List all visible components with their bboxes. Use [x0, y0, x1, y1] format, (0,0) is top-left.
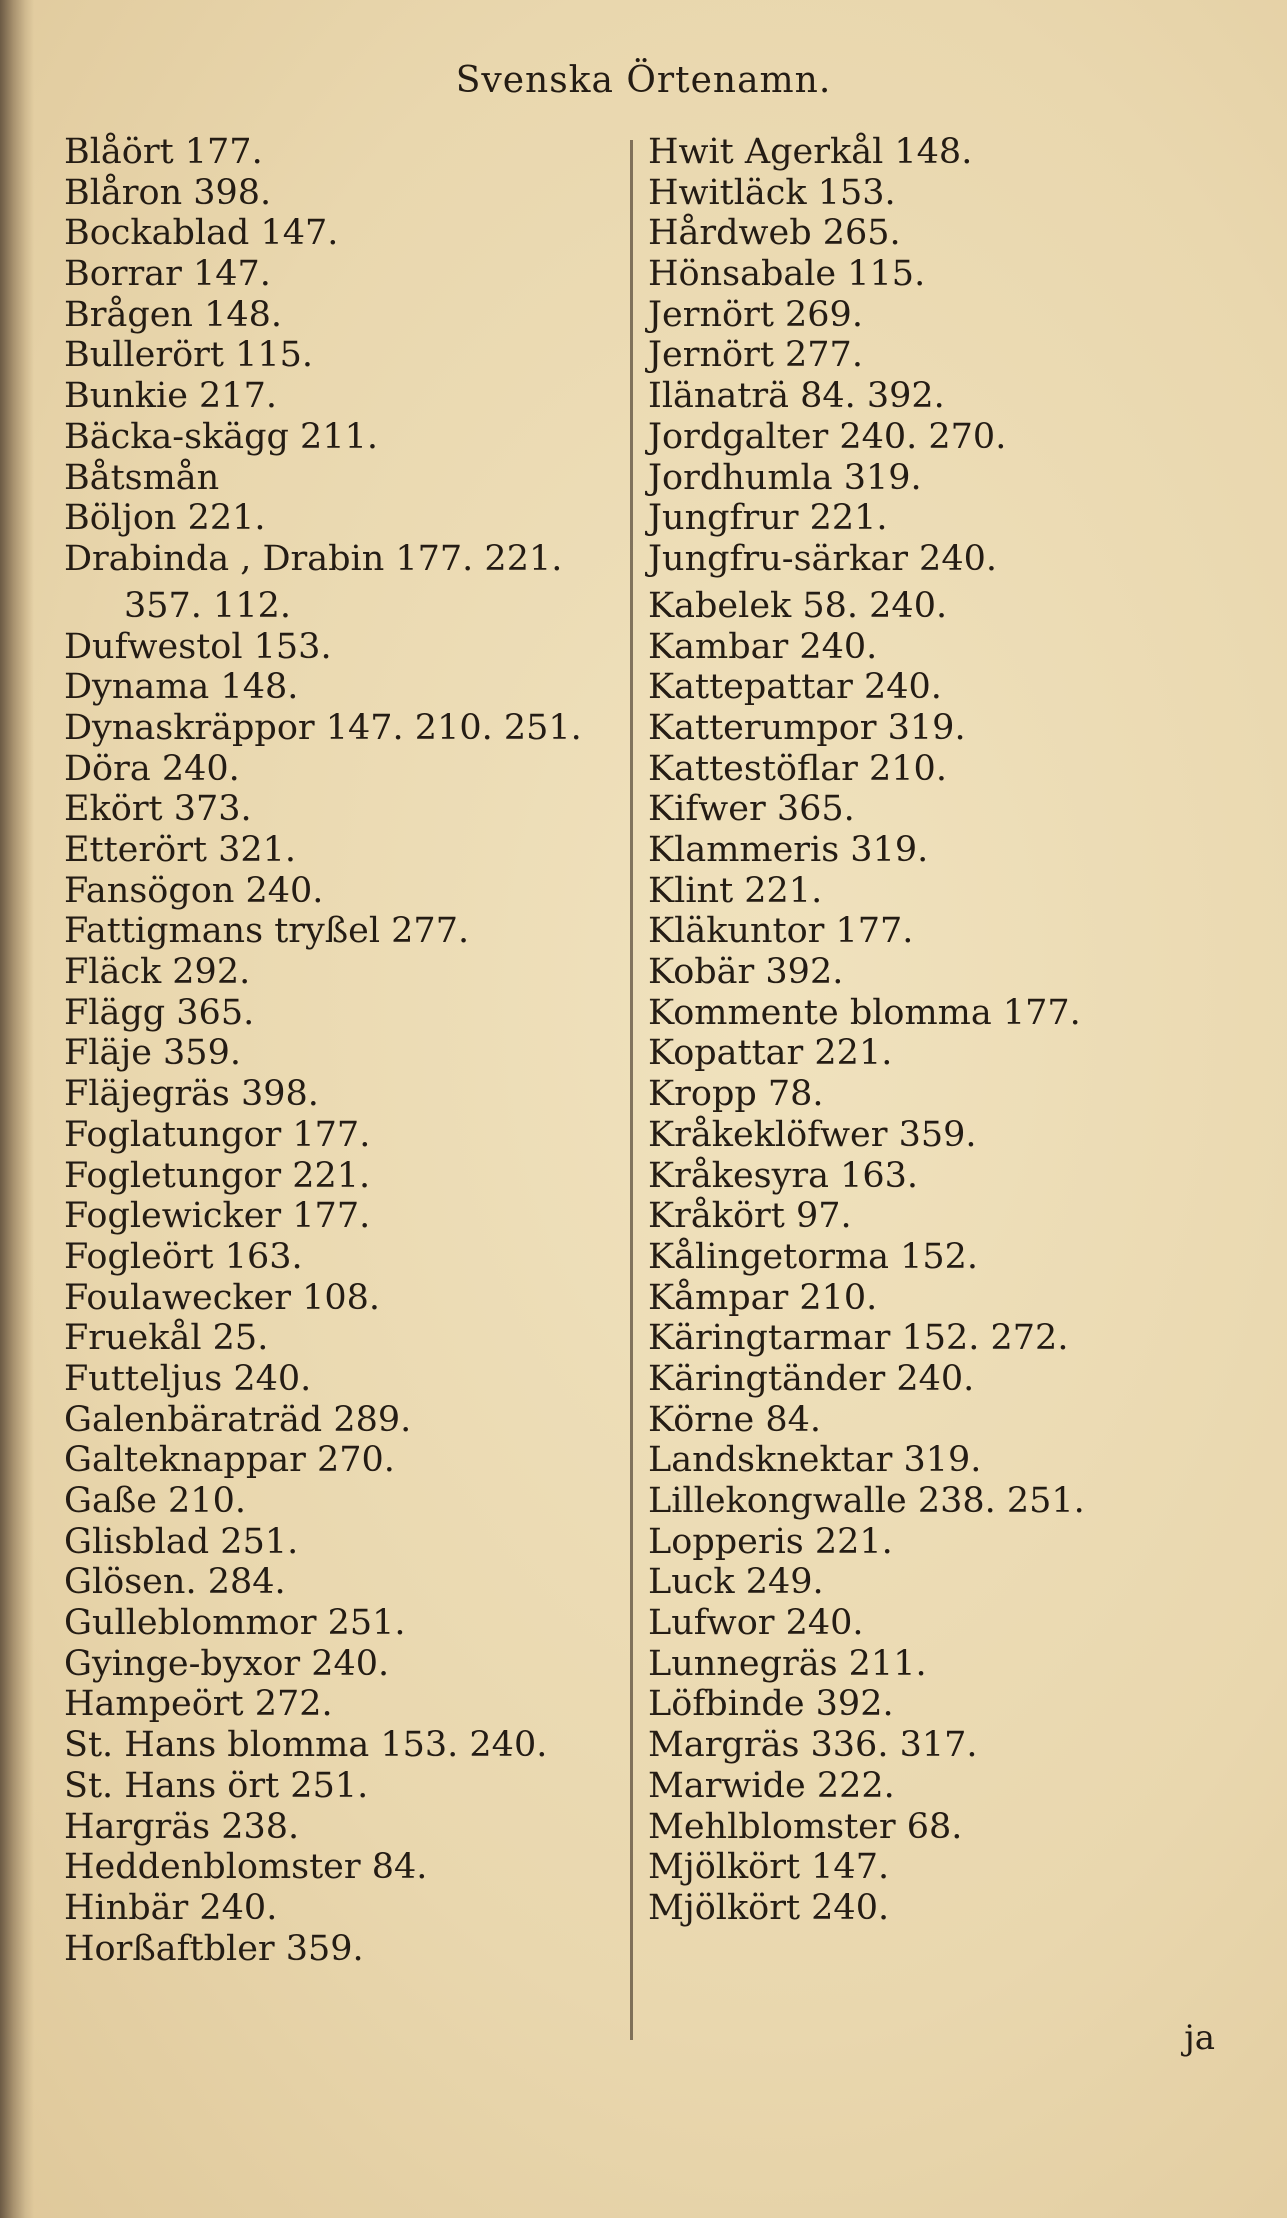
- index-entry: Gyinge-byxor 240.: [64, 1643, 390, 1684]
- index-entry: Klint 221.: [648, 870, 823, 911]
- index-entry: Flägg 365.: [64, 992, 255, 1033]
- index-entry: Fruekål 25.: [64, 1318, 269, 1359]
- index-entry: Ilänaträ 84. 392.: [648, 376, 945, 417]
- index-entry: Körne 84.: [648, 1399, 822, 1440]
- index-entry: Kläkuntor 177.: [648, 911, 914, 952]
- catchword: ja: [1184, 2018, 1215, 2058]
- index-entry: Horßaftbler 359.: [64, 1928, 364, 1969]
- index-entry: Hargräs 238.: [64, 1806, 300, 1847]
- index-entry: Klammeris 319.: [648, 830, 929, 870]
- index-entry: Mjölkört 147.: [648, 1847, 890, 1888]
- index-entry: St. Hans blomma 153. 240.: [64, 1725, 548, 1766]
- index-entry: Kåmpar 210.: [648, 1277, 878, 1318]
- index-entry: Kålingetorma 152.: [648, 1236, 979, 1277]
- index-entry: Gulleblommor 251.: [64, 1603, 406, 1644]
- index-entry: Foglewicker 177.: [64, 1196, 371, 1237]
- index-entry: St. Hans ört 251.: [64, 1765, 369, 1806]
- index-entry: Bockablad 147.: [64, 213, 339, 254]
- index-entry: Jordhumla 319.: [648, 457, 922, 498]
- index-entry: Hwit Agerkål 148.: [648, 132, 973, 172]
- index-entry: Jernört 269.: [648, 294, 863, 335]
- index-entry: Fattigmans tryßel 277.: [64, 911, 470, 952]
- index-entry: Ekört 373.: [64, 789, 252, 830]
- index-entry: Kommente blomma 177.: [648, 992, 1081, 1033]
- index-entry: Galteknappar 270.: [64, 1440, 395, 1481]
- index-entry: Fläje 359.: [64, 1033, 241, 1074]
- index-entry: Böljon 221.: [64, 498, 266, 539]
- index-entry: Bäcka-skägg 211.: [64, 416, 378, 457]
- index-entry: Hinbär 240.: [64, 1887, 278, 1928]
- index-entry: Brågen 148.: [64, 294, 283, 335]
- index-entry: Kifwer 365.: [648, 789, 855, 830]
- index-entry: Fogletungor 221.: [64, 1155, 371, 1196]
- index-entry: Kattepattar 240.: [648, 667, 942, 708]
- index-entry: Futteljus 240.: [64, 1358, 312, 1399]
- index-entry: Gaße 210.: [64, 1481, 246, 1521]
- index-entry: Fläjegräs 398.: [64, 1074, 319, 1115]
- page-spine-shadow: [0, 0, 34, 2218]
- index-entry: Luck 249.: [648, 1562, 824, 1603]
- index-entry: Dufwestol 153.: [64, 626, 332, 667]
- index-entry: Kopattar 221.: [648, 1033, 893, 1074]
- index-entry: Jungfrur 221.: [648, 498, 888, 539]
- index-entry: Blåört 177.: [64, 132, 263, 172]
- index-entry: Drabinda , Drabin 177. 221.: [64, 538, 563, 579]
- index-entry: Heddenblomster 84.: [64, 1847, 428, 1888]
- index-entry: Dynaskräppor 147. 210. 251.: [64, 707, 582, 748]
- index-entry: Mjölkört 240.: [648, 1887, 890, 1928]
- index-entry: Borrar 147.: [64, 254, 271, 295]
- index-entry: Fansögon 240.: [64, 870, 324, 911]
- index-entry: Bunkie 217.: [64, 376, 277, 417]
- index-entry: Käringtarmar 152. 272.: [648, 1318, 1069, 1359]
- index-entry: Katterumpor 319.: [648, 707, 966, 748]
- left-column: [64, 132, 634, 1969]
- index-entry: Kråkört 97.: [648, 1196, 852, 1237]
- index-entry: Marwide 222.: [648, 1765, 895, 1806]
- index-entry: Kobär 392.: [648, 952, 844, 993]
- index-entry: Foulawecker 108.: [64, 1277, 381, 1318]
- index-entry: Båtsmån: [64, 457, 220, 498]
- index-entry: Fläck 292.: [64, 952, 251, 993]
- index-entry: Käringtänder 240.: [648, 1358, 975, 1399]
- index-entry: Kattestöflar 210.: [648, 748, 947, 789]
- index-entry: Kropp 78.: [648, 1074, 824, 1115]
- index-entry: Löfbinde 392.: [648, 1684, 894, 1725]
- index-entry: Fogleört 163.: [64, 1236, 303, 1277]
- index-entry: Jernört 277.: [648, 335, 863, 376]
- index-entry: Kråkeklöfwer 359.: [648, 1114, 977, 1155]
- index-entry-continuation: 357. 112.: [124, 585, 291, 626]
- index-entry: Lunnegräs 211.: [648, 1643, 927, 1684]
- index-entry: Hampeört 272.: [64, 1684, 333, 1725]
- index-entry: Mehlblomster 68.: [648, 1806, 963, 1847]
- index-entry: Lufwor 240.: [648, 1603, 864, 1644]
- index-entry: Jordgalter 240. 270.: [648, 416, 1007, 457]
- index-entry: Margräs 336. 317.: [648, 1725, 978, 1766]
- index-entry: Lillekongwalle 238. 251.: [648, 1481, 1085, 1521]
- index-entry: Glösen. 284.: [64, 1562, 286, 1603]
- index-entry: Hwitläck 153.: [648, 172, 896, 213]
- index-entry: Foglatungor 177.: [64, 1114, 371, 1155]
- index-entry: Hönsabale 115.: [648, 254, 926, 295]
- right-column: [648, 132, 1108, 1929]
- index-entry: Kråkesyra 163.: [648, 1155, 919, 1196]
- index-entry: Etterört 321.: [64, 830, 297, 870]
- index-entry: Glisblad 251.: [64, 1521, 299, 1562]
- index-entry: Hårdweb 265.: [648, 213, 901, 254]
- index-entry: Kabelek 58. 240.: [648, 585, 948, 626]
- index-entry: Lopperis 221.: [648, 1521, 893, 1562]
- index-entry: Jungfru-särkar 240.: [648, 538, 997, 579]
- index-entry: Döra 240.: [64, 748, 240, 789]
- page-header: Svenska Örtenamn.: [455, 60, 832, 101]
- index-entry: Galenbäraträd 289.: [64, 1399, 412, 1440]
- index-entry: Kambar 240.: [648, 626, 878, 667]
- index-entry: Dynama 148.: [64, 667, 299, 708]
- index-entry: Landsknektar 319.: [648, 1440, 982, 1481]
- index-entry: Bullerört 115.: [64, 335, 314, 376]
- index-entry: Blåron 398.: [64, 172, 272, 213]
